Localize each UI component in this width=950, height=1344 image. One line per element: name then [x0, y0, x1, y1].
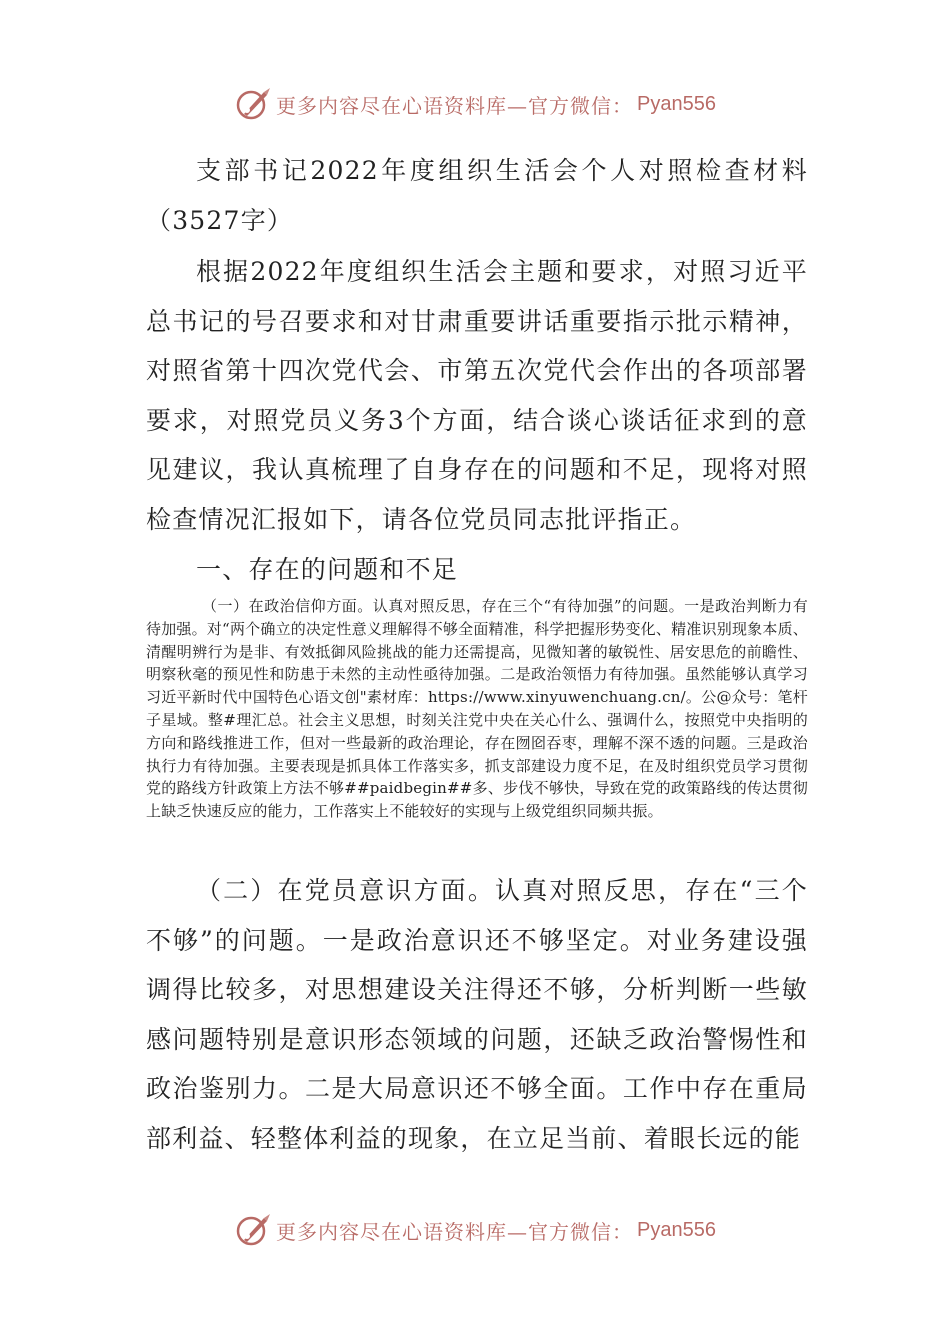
banner-text: 更多内容尽在心语资料库—官方微信：	[276, 93, 634, 118]
footer-watermark-banner	[0, 1210, 950, 1250]
document-title	[146, 146, 808, 245]
banner-wechat-id: Pyan556	[637, 92, 716, 115]
title-text: 支部书记2022年度组织生活会个人对照检查材料（3527字）	[146, 156, 808, 235]
section-heading-text: 一、存在的问题和不足	[196, 555, 459, 584]
section-heading	[196, 545, 808, 595]
section1-item2-paragraph	[146, 866, 808, 1163]
section1-item1-paragraph: （一）在政治信仰方面。认真对照反思，存在三个“有待加强”的问题。一是政治判断力有待加强。对“两个确立的决定性意义理解得不够全面精准，科学把握形势变化、精准识别现象本质、清醒明辨行为是非、有效抵御风险挑战的能力还需提高，见微知著的敏锐性、居安思危的前瞻性、明察秋毫的预见性和防患于未然的主动性亟待加强。二是政治领悟力有待加强。虽然能够认真学习习近平新时代中国特色心语文创"素材库：https://www.xinyuwenchuang.cn/。公@众号：笔杆子星域。整#理汇总。社会主义思想，时刻关注党中央在关心什么、强调什么，按照党中央指明的方向和路线推进工作，但对一些最新的政治理论，存在囫囵吞枣，理解不深不透的问题。三是政治执行力有待加强。主要表现是抓具体工作落实多，抓支部建设力度不足，在及时组织党员学习贯彻党的路线方针政策上方法不够##paidbegin##多、步伐不够快，导致在党的政策路线的传达贯彻上缺乏快速反应的能力，工作落实上不能较好的实现与上级党组织同频共振。	[146, 597, 808, 821]
banner-wechat-id: Pyan556	[637, 1218, 716, 1241]
intro-paragraph	[146, 247, 808, 544]
quill-logo-icon	[234, 86, 274, 122]
intro-text: 根据2022年度组织生活会主题和要求，对照习近平总书记的号召要求和对甘肃重要讲话重要指示批示精神，对照省第十四次党代会、市第五次党代会作出的各项部署要求，对照党员义务3个方面，结合谈心谈话征求到的意见建议，我认真梳理了自身存在的问题和不足，现将对照检查情况汇报如下，请各位党员同志批评指正。	[146, 257, 808, 534]
quill-logo-icon	[234, 1212, 274, 1248]
header-watermark-banner	[0, 84, 950, 124]
section1-item2-text: （二）在党员意识方面。认真对照反思，存在“三个不够”的问题。一是政治意识还不够坚定。对业务建设强调得比较多，对思想建设关注得还不够，分析判断一些敏感问题特别是意识形态领域的问题，还缺乏政治警惕性和政治鉴别力。二是大局意识还不够全面。工作中存在重局部利益、轻整体利益的现象，在立足当前、着眼长远的能	[146, 876, 808, 1153]
banner-text: 更多内容尽在心语资料库—官方微信：	[276, 1219, 634, 1244]
